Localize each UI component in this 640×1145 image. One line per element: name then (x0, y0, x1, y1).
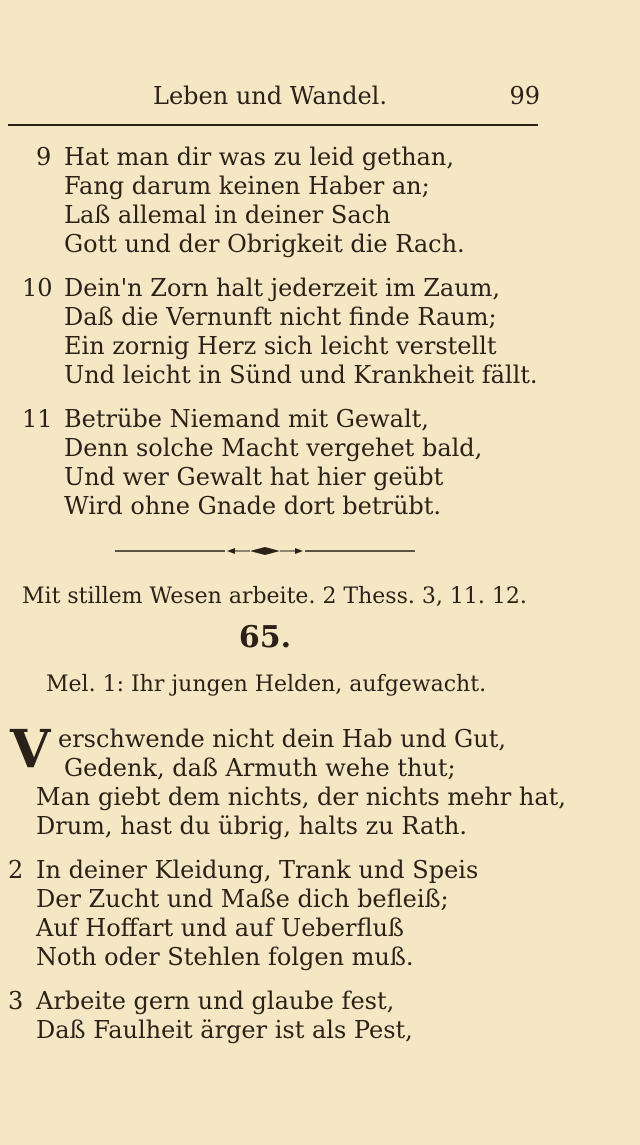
verse-line: Noth oder Stehlen folgen muß. (36, 943, 414, 971)
verse-line: Denn solche Macht vergehet bald, (64, 434, 483, 462)
verse-line: Gedenk, daß Armuth wehe thut; (64, 754, 456, 782)
verse-line: Arbeite gern und glaube fest, (36, 987, 395, 1015)
verse-number: 9 (36, 143, 52, 171)
verse-line: In deiner Kleidung, Trank und Speis (36, 856, 479, 884)
verse-line: Laß allemal in deiner Sach (64, 201, 391, 229)
running-header: Leben und Wandel. (153, 82, 387, 110)
verse-number: 11 (22, 405, 53, 433)
verse-line: Und wer Gewalt hat hier geübt (64, 463, 444, 491)
verse-line: Fang darum keinen Haber an; (64, 172, 430, 200)
drop-cap: V (10, 719, 51, 780)
verse-line: Der Zucht und Maße dich befleiß; (36, 885, 449, 913)
verse-line: Betrübe Niemand mit Gewalt, (64, 405, 429, 433)
verse-line: Daß die Vernunft nicht finde Raum; (64, 303, 497, 331)
verse-line: Auf Hoffart und auf Ueberfluß (36, 914, 404, 942)
verse-line: Gott und der Obrigkeit die Rach. (64, 230, 465, 258)
verse-line: Daß Faulheit ärger ist als Pest, (36, 1016, 413, 1044)
hymn-number: 65. (238, 620, 292, 655)
verse-number: 3 (8, 987, 24, 1015)
verse-line: Hat man dir was zu leid gethan, (64, 143, 454, 171)
page-number: 99 (509, 82, 540, 110)
ornament-divider (115, 544, 415, 558)
hymn-motto: Mit stillem Wesen arbeite. 2 Thess. 3, 11. 12. (22, 584, 527, 609)
melody-line: Mel. 1: Ihr jungen Helden, aufgewacht. (46, 672, 487, 697)
verse-number: 10 (22, 274, 53, 302)
verse-line: Dein'n Zorn halt jederzeit im Zaum, (64, 274, 501, 302)
verse-line: Wird ohne Gnade dort betrübt. (64, 492, 442, 520)
header-rule (8, 124, 538, 126)
verse-line: erschwende nicht dein Hab und Gut, (58, 725, 506, 753)
verse-line: Und leicht in Sünd und Krankheit fällt. (64, 361, 538, 389)
verse-line: Drum, hast du übrig, halts zu Rath. (36, 812, 468, 840)
verse-number: 2 (8, 856, 24, 884)
verse-line: Ein zornig Herz sich leicht verstellt (64, 332, 497, 360)
verse-line: Man giebt dem nichts, der nichts mehr hat, (36, 783, 566, 811)
